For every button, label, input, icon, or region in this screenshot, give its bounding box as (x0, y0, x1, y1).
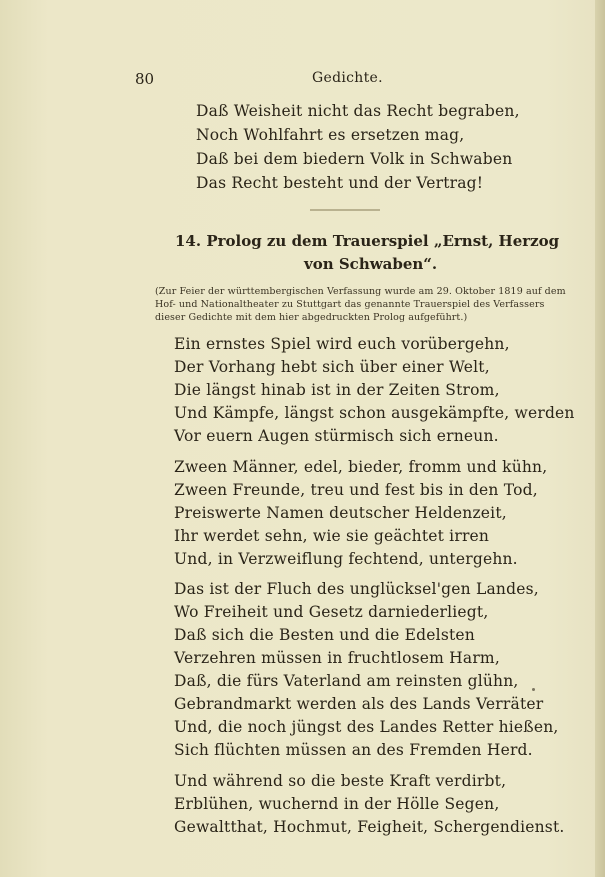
verse-line: Ein ernstes Spiel wird euch vorübergehn, (174, 335, 510, 353)
verse-line: Ihr werdet sehn, wie sie geächtet irren (174, 527, 490, 545)
verse-line: Gewaltthat, Hochmut, Feigheit, Schergendienst. (174, 818, 565, 836)
note-line: (Zur Feier der württembergischen Verfassung wurde am 29. Oktober 1819 auf dem (155, 286, 566, 297)
verse-line: Das Recht besteht und der Vertrag! (196, 174, 484, 192)
verse-line: Daß Weisheit nicht das Recht begraben, (196, 102, 520, 120)
page-number: 80 (135, 70, 155, 88)
verse-line: Der Vorhang hebt sich über einer Welt, (174, 358, 490, 376)
verse-line: Sich flüchten müssen an des Fremden Herd. (174, 741, 533, 759)
verse-line: Das ist der Fluch des unglücksel'gen Landes, (174, 580, 539, 598)
section-divider (310, 209, 380, 211)
verse-line: Vor euern Augen stürmisch sich erneun. (174, 427, 499, 445)
poem-title: 14. Prolog zu dem Trauerspiel „Ernst, Herzog (175, 232, 560, 250)
verse-line: Zween Männer, edel, bieder, fromm und kühn, (174, 458, 548, 476)
verse-line: Und während so die beste Kraft verdirbt, (174, 772, 507, 790)
verse-line: Und, in Verzweiflung fechtend, untergehn. (174, 550, 518, 568)
verse-line: Und Kämpfe, längst schon ausgekämpfte, werden (174, 404, 575, 422)
paper-speck (532, 688, 535, 691)
verse-line: Daß, die fürs Vaterland am reinsten glühn, (174, 672, 519, 690)
verse-line: Daß sich die Besten und die Edelsten (174, 626, 475, 644)
verse-line: Verzehren müssen in fruchtlosem Harm, (174, 649, 500, 667)
verse-line: Gebrandmarkt werden als des Lands Verräter (174, 695, 544, 713)
note-line: Hof- und Nationaltheater zu Stuttgart das genannte Trauerspiel des Verfassers (155, 299, 545, 310)
running-head: Gedichte. (312, 70, 383, 86)
verse-line: Noch Wohlfahrt es ersetzen mag, (196, 126, 465, 144)
verse-line: Und, die noch jüngst des Landes Retter hießen, (174, 718, 559, 736)
note-line: dieser Gedichte mit dem hier abgedruckten Prolog aufgeführt.) (155, 312, 468, 323)
verse-line: Preiswerte Namen deutscher Heldenzeit, (174, 504, 507, 522)
poem-title-continued: von Schwaben“. (304, 255, 438, 273)
verse-line: Erblühen, wuchernd in der Hölle Segen, (174, 795, 500, 813)
verse-line: Die längst hinab ist in der Zeiten Strom, (174, 381, 500, 399)
verse-line: Wo Freiheit und Gesetz darniederliegt, (174, 603, 489, 621)
page-gutter-shadow (595, 0, 605, 877)
verse-line: Daß bei dem biedern Volk in Schwaben (196, 150, 513, 168)
verse-line: Zween Freunde, treu und fest bis in den Tod, (174, 481, 538, 499)
